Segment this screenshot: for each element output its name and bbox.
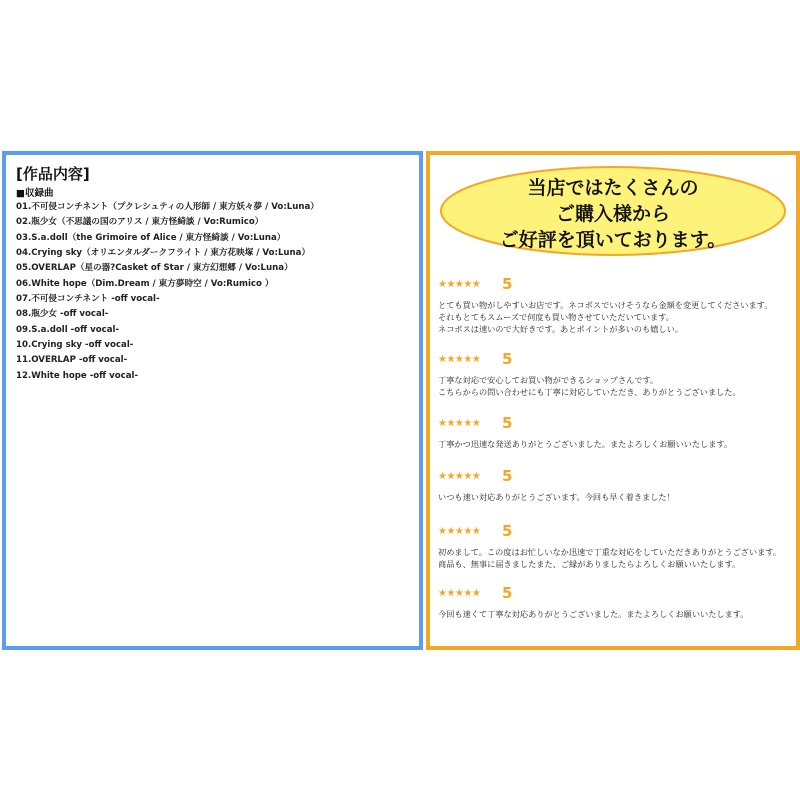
track-item: 03.S.a.doll（the Grimoire of Alice / 東方怪綺談 / Vo:Luna） [16,232,286,243]
track-item: 05.OVERLAP（星の器?Casket of Star / 東方幻想郷 / Vo:Luna） [16,263,293,274]
star-rating-icon: ★★★★★ [438,588,481,599]
star-rating-icon: ★★★★★ [438,526,481,537]
track-item: 04.Crying sky（オリエンタルダークフライト / 東方花映塚 / Vo:Luna） [16,248,311,259]
star-rating-icon: ★★★★★ [438,471,481,482]
review-text [438,491,675,503]
track-item: 10.Crying sky -off vocal- [16,340,134,351]
review-score: 5 [502,275,513,293]
banner-line: 当店ではたくさんの [527,177,699,199]
review-score: 5 [502,522,513,540]
review-line: 丁寧かつ迅速な発送ありがとうございました。またよろしくお願いいたします。 [438,439,733,449]
track-item: 07.不可侵コンチネント -off vocal- [16,294,160,305]
review-line: 今回も速くて丁寧な対応ありがとうございました。またよろしくお願いいたします。 [438,609,749,619]
track-item: 01.不可侵コンチネント（プクレシュティの人形師 / 東方妖々夢 / Vo:Luna） [16,202,319,212]
star-rating-icon: ★★★★★ [438,279,481,290]
track-item: 11.OVERLAP -off vocal- [16,355,128,366]
review-line: それもとてもスムーズで何度も買い物させていただいています。 [438,312,674,322]
banner-line: ご好評を頂いております。 [499,229,727,251]
track-list [16,200,319,384]
review-score: 5 [502,584,513,602]
review-line: ネコポスは速いので大好きです。あとポイントが多いのも嬉しい。 [438,324,683,334]
review-line: とても買い物がしやすいお店です。ネコポスでいけそうなら金額を変更してくださいます。 [438,300,773,310]
review-score: 5 [502,350,513,368]
review-line: こちらからの問い合わせにも丁寧に対応していただき、ありがとうございました。 [438,387,741,397]
review-text [438,299,772,335]
star-rating-icon: ★★★★★ [438,354,481,365]
review-text [438,374,741,398]
review-text [438,438,732,450]
track-item: 06.White hope（Dim.Dream / 東方夢時空 / Vo:Rumico ） [16,278,274,289]
review-text [438,546,781,570]
review-line: 初めまして。この度はお忙しいなか迅速で丁重な対応をしていただきありがとうございます。 [438,547,782,557]
work-contents-title: [作品内容] [16,165,90,183]
banner-line: ご購入様から [555,203,670,225]
review-score: 5 [502,414,513,432]
reviews-panel [426,151,800,650]
work-contents-panel [2,151,423,650]
track-item: 08.瓶少女 -off vocal- [16,309,109,320]
star-rating-icon: ★★★★★ [438,418,481,429]
review-score: 5 [502,467,513,485]
banner-text [436,175,790,253]
tracklist-heading: ■収録曲 [16,188,54,199]
track-item: 09.S.a.doll -off vocal- [16,324,120,335]
review-line: 商品も、無事に届きましたまた、ご縁がありましたらよろしくお願いいたします。 [438,559,741,569]
review-banner [436,163,790,259]
review-line: いつも速い対応ありがとうございます。今回も早く着きました！ [438,492,675,502]
track-item: 02.瓶少女（不思議の国のアリス / 東方怪綺談 / Vo:Rumico） [16,217,264,228]
track-item: 12.White hope -off vocal- [16,370,139,381]
review-line: 丁寧な対応で安心してお買い物ができるショップさんです。 [438,375,659,385]
review-text [438,608,748,620]
